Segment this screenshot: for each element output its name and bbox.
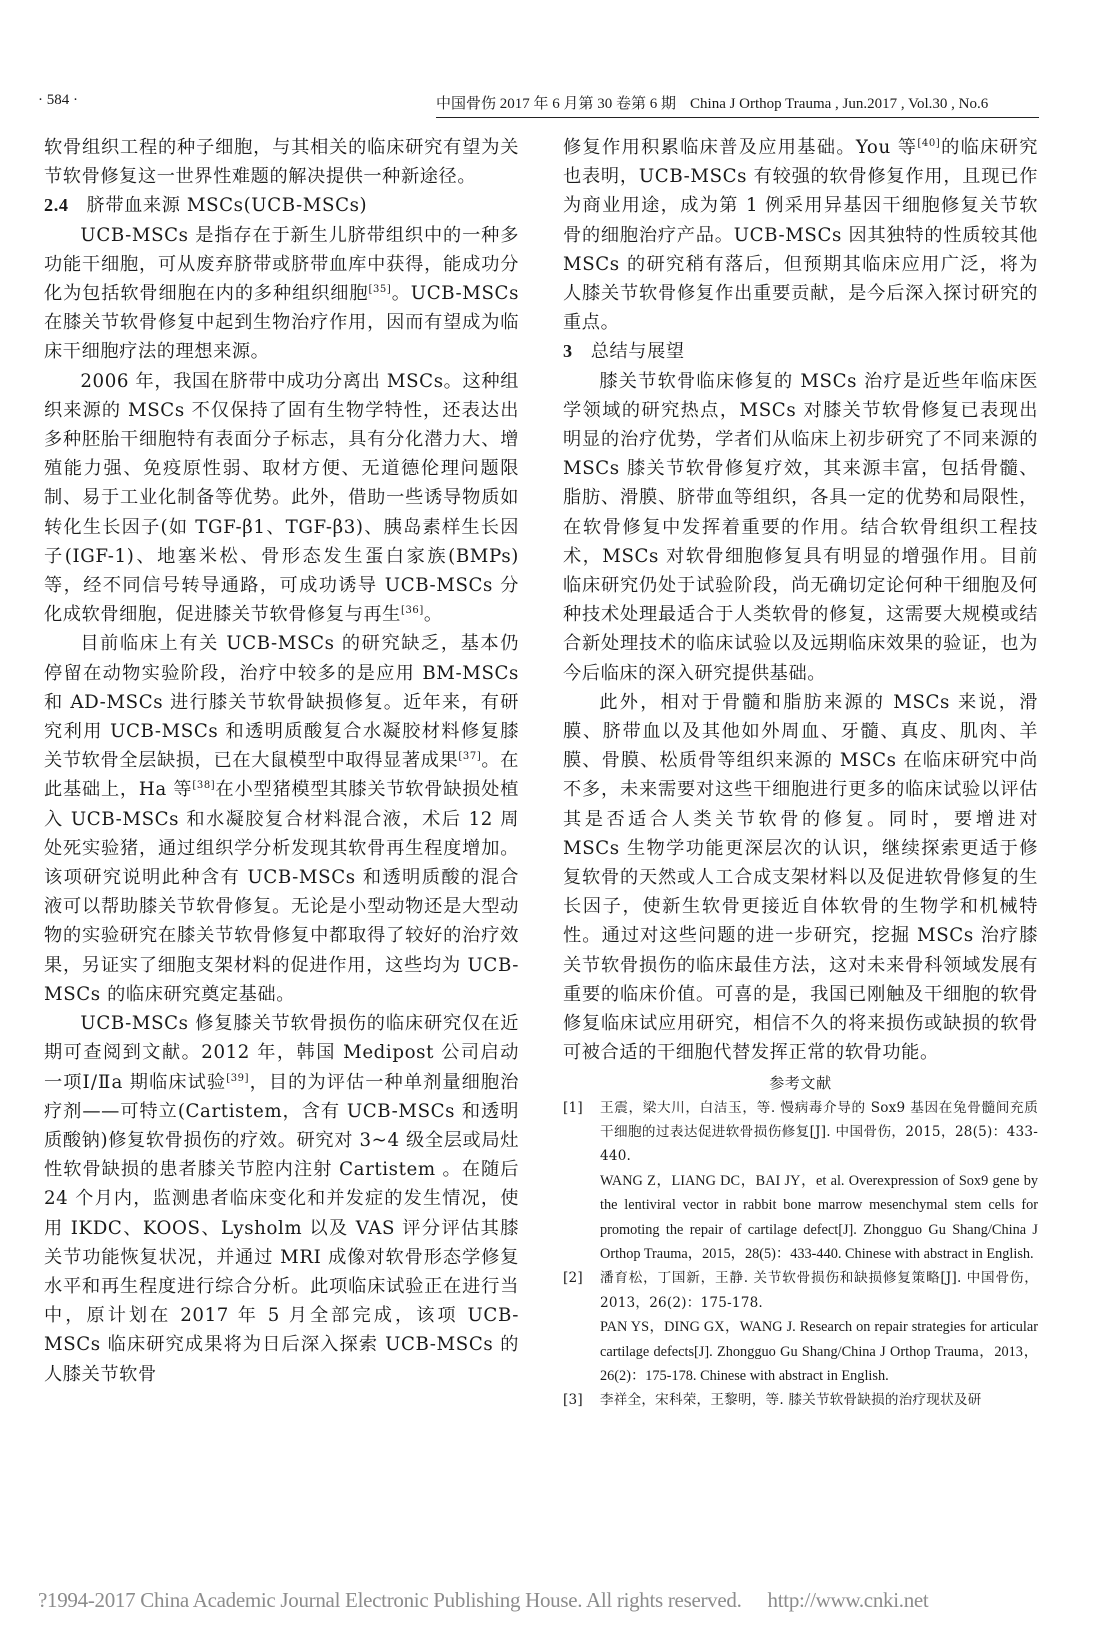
citation: [37] xyxy=(458,751,482,763)
reference-number: [2] xyxy=(563,1270,583,1287)
references-heading: 参考文献 xyxy=(769,1073,832,1092)
section-heading-3 xyxy=(563,337,1038,366)
page-number: · 584 · xyxy=(38,92,78,108)
footer-url[interactable]: http://www.cnki.net xyxy=(767,1588,929,1612)
paragraph xyxy=(44,1009,519,1389)
reference-item xyxy=(563,1096,1038,1267)
text-run: 修复作用积累临床普及应用基础。You 等 xyxy=(563,137,918,158)
text-run: 。UCB-MSCs 在膝关节软骨修复中起到生物治疗作用，因而有望成为临床干细胞疗法的理想来源。 xyxy=(44,283,519,363)
text-run: 目前临床上有关 UCB-MSCs 的研究缺乏，基本仍停留在动物实验阶段，治疗中较多的是应用 BM-MSCs 和 AD-MSCs 进行膝关节软骨缺损修复。近年来，有研究利用 UCB-MSCs 和透明质酸复合水凝胶材料修复膝关节软骨全层缺损，已在大鼠模型中取得显著成果 xyxy=(44,633,519,772)
text-run: 在小型猪模型其膝关节软骨缺损处植入 UCB-MSCs 和水凝胶复合材料混合液，术后 12 周处死实验猪，通过组织学分析发现其软骨再生程度增加。该项研究说明此种含有 UCB-MSCs 和透明质酸的混合液可以帮助膝关节软骨修复。无论是小型动物还是大型动物的实验研究在膝关节软骨修复中都取得了较好的治疗效果，另证实了细胞支架材料的促进作用，这些均为 UCB-MSCs 的临床研究奠定基础。 xyxy=(44,779,519,1005)
paragraph xyxy=(44,367,519,630)
text-run: 。在此基础上，Ha 等 xyxy=(44,750,519,801)
paragraph xyxy=(563,133,1038,337)
running-header xyxy=(436,92,1039,118)
reference-number: [1] xyxy=(563,1099,583,1116)
reference-item xyxy=(563,1266,1038,1388)
reference-cn: 潘育松，丁国新，王静. 关节软骨损伤和缺损修复策略[J]. 中国骨伤，2013，26(2)：175-178. xyxy=(600,1270,1038,1311)
reference-en: WANG Z，LIANG DC，BAI JY，et al. Overexpression of Sox9 gene by the lentiviral vector in rabbit bone marrow mesenchymal stem cells for promoting the repair of cartilage defect[J]. Zhongguo Gu Shang/China J Orthop Trauma，2015，28(5)：433-440. Chinese with abstract in English. xyxy=(600,1172,1038,1262)
reference-en: PAN YS，DING GX，WANG J. Research on repair strategies for articular cartilage defects[J]. Zhongguo Gu Shang/China J Orthop Trauma，2013，26(2)：175-178. Chinese with abstract in English. xyxy=(600,1319,1038,1384)
section-title: 总结与展望 xyxy=(590,341,685,363)
text-run: ，目的为评估一种单剂量细胞治疗剂——可特立(Cartistem，含有 UCB-MSCs 和透明质酸钠)修复软骨损伤的疗效。研究对 3~4 级全层或局灶性软骨缺损的患者膝关节腔内注射 Cartistem 。在随后 24 个月内，监测患者临床变化和并发症的发生情况，使用 IKDC、KOOS、Lysholm 以及 VAS 评分评估其膝关节功能恢复状况，并通过 MRI 成像对软骨形态学修复水平和再生程度进行综合分析。此项临床试验正在进行当中，原计划在 2017 年 5 月全部完成，该项 UCB-MSCs 临床研究成果将为日后深入探索 UCB-MSCs 的人膝关节软骨 xyxy=(44,1071,519,1385)
text-run: 。 xyxy=(423,604,443,626)
text-run: 的临床研究也表明，UCB-MSCs 有较强的软骨修复作用，且现已作为商业用途，成为第 1 例采用异基因干细胞修复关节软骨的细胞治疗产品。UCB-MSCs 因其独特的性质较其他 MSCs 的研究稍有落后，但预期其临床应用广泛，将为人膝关节软骨修复作出重要贡献，是今后深入探讨研究的重点。 xyxy=(563,137,1038,334)
section-heading-2-4 xyxy=(44,191,519,220)
reference-item xyxy=(563,1388,1038,1412)
citation: [36] xyxy=(400,605,424,617)
text-run: UCB-MSCs 修复膝关节软骨损伤的临床研究仅在近期可查阅到文献。2012 年，韩国 Medipost 公司启动一项Ⅰ/Ⅱa 期临床试验 xyxy=(44,1013,519,1093)
paragraph: 膝关节软骨临床修复的 MSCs 治疗是近些年临床医学领域的研究热点，MSCs 对膝关节软骨修复已表现出明显的治疗优势，学者们从临床上初步研究了不同来源的 MSCs 膝关节软骨修复疗效，其来源丰富，包括骨髓、脂肪、滑膜、脐带血等组织，各具一定的优势和局限性，在软骨修复中发挥着重要的作用。结合软骨组织工程技术，MSCs 对软骨细胞修复具有明显的增强作用。目前临床研究仍处于试验阶段，尚无确切定论何种干细胞及何种技术处理最适合于人类软骨的修复，这需要大规模或结合新处理技术的临床试验以及远期临床效果的验证，也为今后临床的深入研究提供基础。 xyxy=(563,370,1038,684)
journal-name-en: China J Orthop Trauma , Jun.2017 , Vol.30 , No.6 xyxy=(690,96,989,112)
citation: [39] xyxy=(226,1072,250,1084)
reference-cn: 王震，梁大川，白洁玉，等. 慢病毒介导的 Sox9 基因在兔骨髓间充质干细胞的过表达促进软骨损伤修复[J]. 中国骨伤，2015，28(5)：433-440. xyxy=(600,1099,1038,1165)
copyright-footer xyxy=(38,1588,928,1613)
journal-name-cn: 中国骨伤 2017 年 6 月第 30 卷第 6 期 xyxy=(436,96,677,112)
text-run: 2006 年，我国在脐带中成功分离出 MSCs。这种组织来源的 MSCs 不仅保持了固有生物学特性，还表达出多种胚胎干细胞特有表面分子标志，具有分化潜力大、增殖能力强、免疫原性弱、取材方便、无道德伦理问题限制、易于工业化制备等优势。此外，借助一些诱导物质如转化生长因子(如 TGF-β1、TGF-β3)、胰岛素样生长因子(IGF-1)、地塞米松、骨形态发生蛋白家族(BMPs)等，经不同信号转导通路，可成功诱导 UCB-MSCs 分化成软骨细胞，促进膝关节软骨修复与再生 xyxy=(44,370,519,626)
paragraph: 此外，相对于骨髓和脂肪来源的 MSCs 来说，滑膜、脐带血以及其他如外周血、牙髓、真皮、肌肉、羊膜、骨膜、松质骨等组织来源的 MSCs 在临床研究中尚不多，未来需要对这些干细胞进行更多的临床试验以评估其是否适合人类关节软骨的修复。同时，要增进对 MSCs 生物学功能更深层次的认识，继续探索更适于修复软骨的天然或人工合成支架材料以及促进软骨修复的生长因子，使新生软骨更接近自体软骨的生物学和机械特性。通过对这些问题的进一步研究，挖掘 MSCs 治疗膝关节软骨损伤的临床最佳方法，这对未来骨科领域发展有重要的临床价值。可喜的是，我国已刚触及干细胞的软骨修复临床试应用研究，相信不久的将来损伤或缺损的软骨可被合适的干细胞代替发挥正常的软骨功能。 xyxy=(563,691,1038,1064)
paragraph: 软骨组织工程的种子细胞，与其相关的临床研究有望为关节软骨修复这一世界性难题的解决提供一种新途径。 xyxy=(44,137,519,188)
reference-cn: 李祥全，宋科荣，王黎明，等. 膝关节软骨缺损的治疗现状及研 xyxy=(600,1392,982,1409)
citation: [35] xyxy=(368,284,392,296)
section-number: 3 xyxy=(563,341,573,362)
paragraph xyxy=(44,221,519,367)
copyright-text: ?1994-2017 China Academic Journal Electronic Publishing House. All rights reserved. xyxy=(38,1588,742,1612)
right-column xyxy=(563,133,1038,1413)
section-number: 2.4 xyxy=(44,195,69,216)
section-title: 脐带血来源 MSCs(UCB-MSCs) xyxy=(86,195,368,217)
paragraph xyxy=(44,629,519,1009)
left-column xyxy=(44,133,519,1389)
reference-number: [3] xyxy=(563,1392,583,1409)
citation: [40] xyxy=(917,138,941,149)
text-run: UCB-MSCs 是指存在于新生儿脐带组织中的一种多功能干细胞，可从废弃脐带或脐带血库中获得，能成功分化为包括软骨细胞在内的多种组织细胞 xyxy=(44,224,519,305)
citation: [38] xyxy=(192,780,216,792)
